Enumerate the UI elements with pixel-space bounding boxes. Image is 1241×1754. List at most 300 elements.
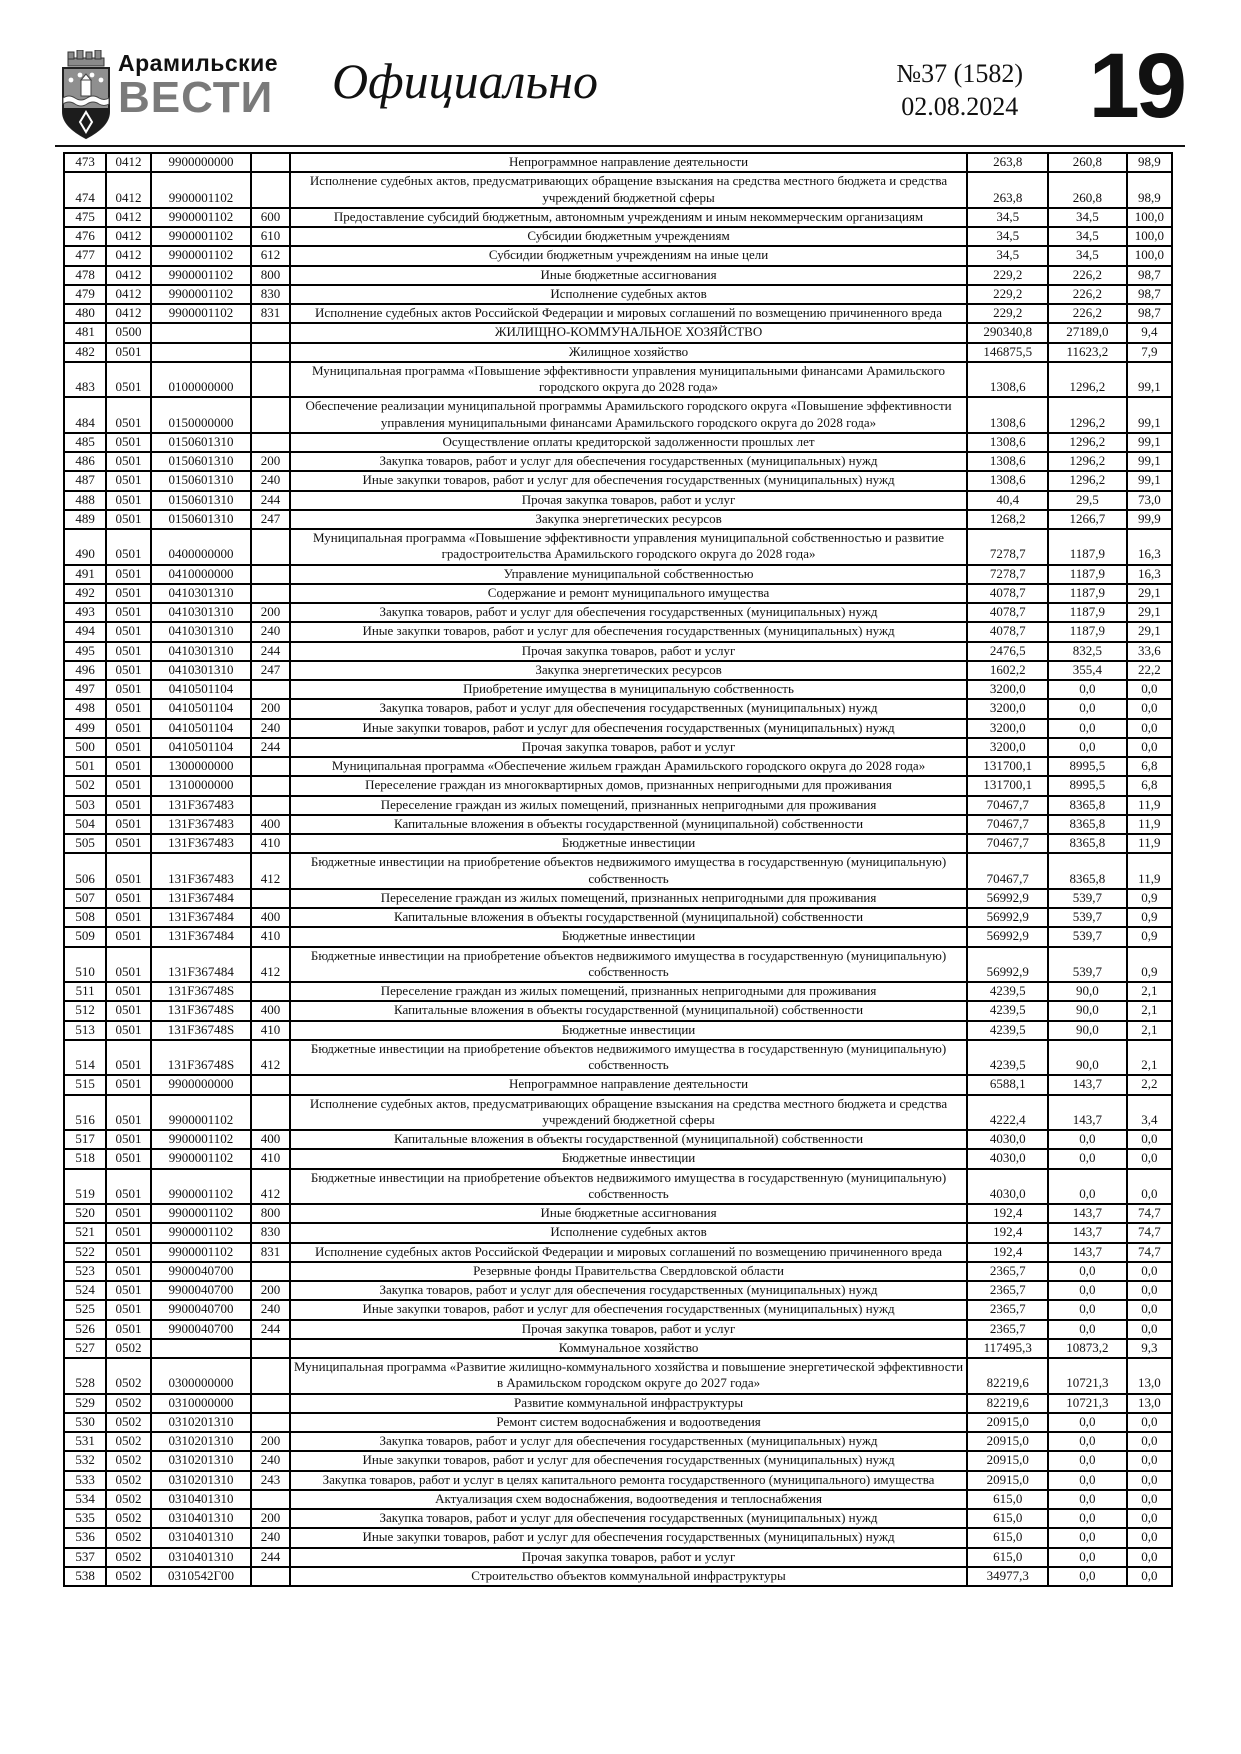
table-cell: 0,0 <box>1127 680 1172 699</box>
newspaper-title-bottom: ВЕСТИ <box>118 73 274 122</box>
table-cell: 1310000000 <box>151 776 252 795</box>
table-cell: 610 <box>251 227 289 246</box>
table-cell: 20915,0 <box>967 1471 1048 1490</box>
table-row <box>64 452 1172 471</box>
table-cell: 400 <box>251 1130 289 1149</box>
table-cell: 0410301310 <box>151 622 252 641</box>
table-cell: 8995,5 <box>1048 757 1127 776</box>
table-cell: 0310401310 <box>151 1528 252 1547</box>
table-cell-description: Иные закупки товаров, работ и услуг для обеспечения государственных (муниципальных) нужд <box>290 1451 968 1470</box>
table-row <box>64 1281 1172 1300</box>
table-cell: 240 <box>251 719 289 738</box>
table-cell: 143,7 <box>1048 1243 1127 1262</box>
table-cell: 410 <box>251 1021 289 1040</box>
table-cell: 0412 <box>106 285 150 304</box>
table-cell: 9900040700 <box>151 1281 252 1300</box>
table-cell: 4239,5 <box>967 1040 1048 1076</box>
table-cell: 1308,6 <box>967 433 1048 452</box>
table-cell: 1187,9 <box>1048 565 1127 584</box>
table-cell-description: Исполнение судебных актов <box>290 1223 968 1242</box>
table-cell-description: Исполнение судебных актов, предусматривающих обращение взыскания на средства местного бюджета и средства учреждений бюджетной сферы <box>290 172 968 208</box>
table-row <box>64 1490 1172 1509</box>
table-cell: 0501 <box>106 529 150 565</box>
table-cell-description: Бюджетные инвестиции на приобретение объектов недвижимого имущества в государственную (муниципальную) собственность <box>290 947 968 983</box>
table-cell-description: Закупка товаров, работ и услуг для обеспечения государственных (муниципальных) нужд <box>290 699 968 718</box>
table-cell: 0501 <box>106 1223 150 1242</box>
table-cell: 56992,9 <box>967 908 1048 927</box>
table-cell: 9900001102 <box>151 227 252 246</box>
table-cell: 0501 <box>106 452 150 471</box>
table-cell: 0,0 <box>1048 1169 1127 1205</box>
table-cell: 0,9 <box>1127 947 1172 983</box>
table-cell: 74,7 <box>1127 1223 1172 1242</box>
table-cell: 0410301310 <box>151 584 252 603</box>
table-cell-description: Исполнение судебных актов, предусматривающих обращение взыскания на средства местного бюджета и средства учреждений бюджетной сферы <box>290 1095 968 1131</box>
table-cell: 482 <box>64 343 106 362</box>
table-row <box>64 757 1172 776</box>
table-cell: 70467,7 <box>967 796 1048 815</box>
table-cell: 240 <box>251 1451 289 1470</box>
table-row <box>64 796 1172 815</box>
table-cell: 4239,5 <box>967 1021 1048 1040</box>
table-cell: 200 <box>251 1432 289 1451</box>
table-cell: 355,4 <box>1048 661 1127 680</box>
table-cell-description: Исполнение судебных актов <box>290 285 968 304</box>
table-cell: 0501 <box>106 853 150 889</box>
table-cell: 0310401310 <box>151 1490 252 1509</box>
table-cell: 0412 <box>106 208 150 227</box>
table-cell: 2476,5 <box>967 642 1048 661</box>
table-cell: 143,7 <box>1048 1204 1127 1223</box>
table-cell: 0501 <box>106 1001 150 1020</box>
table-cell: 11,9 <box>1127 853 1172 889</box>
table-cell: 0501 <box>106 1262 150 1281</box>
table-cell <box>251 776 289 795</box>
table-row <box>64 1169 1172 1205</box>
table-cell: 0,0 <box>1127 1432 1172 1451</box>
table-cell: 0150601310 <box>151 491 252 510</box>
table-cell: 0501 <box>106 927 150 946</box>
table-cell: 0,0 <box>1127 1300 1172 1319</box>
table-cell: 493 <box>64 603 106 622</box>
table-cell-description: Муниципальная программа «Повышение эффективности управления муниципальной собственностью и развитие градостроительства Арамильского городского округа до 2028 года» <box>290 529 968 565</box>
table-cell: 0,0 <box>1048 719 1127 738</box>
table-cell: 244 <box>251 491 289 510</box>
table-cell: 263,8 <box>967 172 1048 208</box>
table-cell: 3200,0 <box>967 699 1048 718</box>
table-cell: 0501 <box>106 565 150 584</box>
table-cell: 143,7 <box>1048 1095 1127 1131</box>
table-cell: 530 <box>64 1413 106 1432</box>
table-cell: 0,0 <box>1048 1300 1127 1319</box>
table-cell <box>251 529 289 565</box>
table-row <box>64 529 1172 565</box>
table-cell: 500 <box>64 738 106 757</box>
table-cell: 531 <box>64 1432 106 1451</box>
table-cell-description: Закупка энергетических ресурсов <box>290 510 968 529</box>
table-cell: 8365,8 <box>1048 853 1127 889</box>
table-cell-description: Иные закупки товаров, работ и услуг для обеспечения государственных (муниципальных) нужд <box>290 1300 968 1319</box>
table-cell-description: Коммунальное хозяйство <box>290 1339 968 1358</box>
table-cell-description: Закупка товаров, работ и услуг в целях капитального ремонта государственного (муниципального) имущества <box>290 1471 968 1490</box>
table-cell: 16,3 <box>1127 529 1172 565</box>
table-cell: 0501 <box>106 471 150 490</box>
table-cell: 82219,6 <box>967 1394 1048 1413</box>
table-cell: 800 <box>251 266 289 285</box>
table-cell <box>251 584 289 603</box>
table-cell: 0400000000 <box>151 529 252 565</box>
table-cell <box>251 1490 289 1509</box>
table-cell: 0,0 <box>1048 1490 1127 1509</box>
table-cell: 528 <box>64 1358 106 1394</box>
table-cell-description: Закупка товаров, работ и услуг для обеспечения государственных (муниципальных) нужд <box>290 1509 968 1528</box>
table-row <box>64 1130 1172 1149</box>
table-cell: 131F367483 <box>151 796 252 815</box>
table-cell: 0150601310 <box>151 510 252 529</box>
table-cell: 830 <box>251 1223 289 1242</box>
table-cell: 0502 <box>106 1471 150 1490</box>
table-cell: 0501 <box>106 1243 150 1262</box>
issue-info <box>896 58 1023 123</box>
table-cell: 9900001102 <box>151 1243 252 1262</box>
table-cell-description: Прочая закупка товаров, работ и услуг <box>290 1548 968 1567</box>
table-cell: 4030,0 <box>967 1169 1048 1205</box>
table-cell: 2365,7 <box>967 1281 1048 1300</box>
table-cell: 131F36748S <box>151 1040 252 1076</box>
issue-number: №37 (1582) <box>896 59 1023 88</box>
table-cell: 0,0 <box>1048 680 1127 699</box>
table-cell <box>251 680 289 699</box>
table-cell: 0150000000 <box>151 397 252 433</box>
table-cell: 0502 <box>106 1528 150 1547</box>
table-row <box>64 304 1172 323</box>
table-cell: 143,7 <box>1048 1075 1127 1094</box>
table-row <box>64 1021 1172 1040</box>
table-cell: 229,2 <box>967 304 1048 323</box>
table-cell-description: Актуализация схем водоснабжения, водоотведения и теплоснабжения <box>290 1490 968 1509</box>
table-cell: 507 <box>64 889 106 908</box>
table-cell: 522 <box>64 1243 106 1262</box>
table-cell: 9,4 <box>1127 323 1172 342</box>
table-cell-description: Бюджетные инвестиции <box>290 927 968 946</box>
table-cell: 0501 <box>106 757 150 776</box>
table-cell: 1308,6 <box>967 452 1048 471</box>
table-cell: 243 <box>251 1471 289 1490</box>
table-cell: 519 <box>64 1169 106 1205</box>
table-cell: 2,1 <box>1127 1021 1172 1040</box>
table-cell <box>251 1262 289 1281</box>
table-cell: 70467,7 <box>967 815 1048 834</box>
table-cell: 518 <box>64 1149 106 1168</box>
table-cell: 520 <box>64 1204 106 1223</box>
table-cell-description: ЖИЛИЩНО-КОММУНАЛЬНОЕ ХОЗЯЙСТВО <box>290 323 968 342</box>
table-cell: 3200,0 <box>967 680 1048 699</box>
table-cell: 40,4 <box>967 491 1048 510</box>
table-cell: 0,0 <box>1048 738 1127 757</box>
table-cell: 539,7 <box>1048 889 1127 908</box>
table-cell: 0501 <box>106 796 150 815</box>
table-cell <box>251 1394 289 1413</box>
table-cell: 523 <box>64 1262 106 1281</box>
table-cell: 0410501104 <box>151 719 252 738</box>
table-cell: 501 <box>64 757 106 776</box>
budget-table-body <box>64 153 1172 1586</box>
table-cell-description: Капитальные вложения в объекты государственной (муниципальной) собственности <box>290 815 968 834</box>
table-cell-description: Переселение граждан из жилых помещений, признанных непригодными для проживания <box>290 796 968 815</box>
table-cell: 247 <box>251 661 289 680</box>
table-cell: 100,0 <box>1127 246 1172 265</box>
table-cell-description: Бюджетные инвестиции на приобретение объектов недвижимого имущества в государственную (муниципальную) собственность <box>290 1040 968 1076</box>
table-cell: 99,1 <box>1127 397 1172 433</box>
table-cell: 485 <box>64 433 106 452</box>
table-cell: 475 <box>64 208 106 227</box>
table-cell: 0,0 <box>1127 1567 1172 1586</box>
table-cell: 536 <box>64 1528 106 1547</box>
table-cell: 0500 <box>106 323 150 342</box>
table-row <box>64 285 1172 304</box>
table-cell: 9,3 <box>1127 1339 1172 1358</box>
table-cell: 10721,3 <box>1048 1394 1127 1413</box>
table-cell: 240 <box>251 1528 289 1547</box>
table-cell: 20915,0 <box>967 1451 1048 1470</box>
table-cell: 491 <box>64 565 106 584</box>
newspaper-title-top: Арамильские <box>118 50 279 76</box>
table-cell: 0,0 <box>1127 1262 1172 1281</box>
table-cell: 489 <box>64 510 106 529</box>
table-row <box>64 699 1172 718</box>
table-cell: 9900001102 <box>151 304 252 323</box>
table-cell: 615,0 <box>967 1509 1048 1528</box>
table-cell: 1296,2 <box>1048 452 1127 471</box>
table-cell <box>251 796 289 815</box>
table-cell: 0501 <box>106 908 150 927</box>
newspaper-logo <box>60 46 279 141</box>
table-cell: 529 <box>64 1394 106 1413</box>
table-cell: 131700,1 <box>967 776 1048 795</box>
table-cell: 0412 <box>106 172 150 208</box>
table-cell: 0501 <box>106 680 150 699</box>
table-row <box>64 246 1172 265</box>
table-row <box>64 1040 1172 1076</box>
table-cell: 539,7 <box>1048 947 1127 983</box>
table-cell: 99,9 <box>1127 510 1172 529</box>
table-cell <box>251 889 289 908</box>
table-cell: 6,8 <box>1127 757 1172 776</box>
table-cell: 511 <box>64 982 106 1001</box>
table-cell: 1296,2 <box>1048 397 1127 433</box>
table-cell: 244 <box>251 1548 289 1567</box>
table-row <box>64 853 1172 889</box>
table-cell: 410 <box>251 834 289 853</box>
table-cell: 0,0 <box>1048 699 1127 718</box>
table-row <box>64 1095 1172 1131</box>
page-header <box>0 0 1241 148</box>
table-cell: 34,5 <box>1048 208 1127 227</box>
table-cell: 131F367483 <box>151 834 252 853</box>
table-cell: 0,9 <box>1127 908 1172 927</box>
table-cell: 0,0 <box>1048 1548 1127 1567</box>
table-cell: 0501 <box>106 815 150 834</box>
table-cell <box>251 153 289 172</box>
table-row <box>64 1509 1172 1528</box>
table-cell: 0501 <box>106 889 150 908</box>
table-cell: 0412 <box>106 246 150 265</box>
table-cell: 100,0 <box>1127 227 1172 246</box>
table-cell: 0310201310 <box>151 1451 252 1470</box>
table-cell: 0,0 <box>1127 719 1172 738</box>
table-row <box>64 227 1172 246</box>
table-cell: 4078,7 <box>967 603 1048 622</box>
table-cell: 0310542Г00 <box>151 1567 252 1586</box>
table-cell: 0310201310 <box>151 1413 252 1432</box>
table-row <box>64 362 1172 398</box>
table-cell: 496 <box>64 661 106 680</box>
table-cell: 244 <box>251 1320 289 1339</box>
table-cell <box>251 172 289 208</box>
table-cell <box>251 1075 289 1094</box>
table-cell: 473 <box>64 153 106 172</box>
table-cell-description: Бюджетные инвестиции на приобретение объектов недвижимого имущества в государственную (муниципальную) собственность <box>290 853 968 889</box>
table-cell: 9900040700 <box>151 1320 252 1339</box>
table-cell: 0501 <box>106 1169 150 1205</box>
table-row <box>64 1320 1172 1339</box>
table-row <box>64 565 1172 584</box>
table-cell: 90,0 <box>1048 1040 1127 1076</box>
table-cell: 2,1 <box>1127 982 1172 1001</box>
table-cell: 480 <box>64 304 106 323</box>
table-cell: 0150601310 <box>151 452 252 471</box>
table-cell: 537 <box>64 1548 106 1567</box>
table-cell: 9900001102 <box>151 1095 252 1131</box>
table-cell <box>251 343 289 362</box>
table-cell: 0,0 <box>1127 1548 1172 1567</box>
table-cell: 56992,9 <box>967 947 1048 983</box>
table-cell: 263,8 <box>967 153 1048 172</box>
table-cell: 400 <box>251 815 289 834</box>
table-cell: 0,0 <box>1048 1471 1127 1490</box>
table-row <box>64 1451 1172 1470</box>
table-cell: 490 <box>64 529 106 565</box>
table-cell: 0,9 <box>1127 889 1172 908</box>
table-cell: 143,7 <box>1048 1223 1127 1242</box>
table-cell: 34,5 <box>1048 246 1127 265</box>
table-row <box>64 1471 1172 1490</box>
table-row <box>64 908 1172 927</box>
table-row <box>64 1075 1172 1094</box>
table-cell: 487 <box>64 471 106 490</box>
newspaper-title <box>118 50 279 122</box>
table-cell: 504 <box>64 815 106 834</box>
table-cell: 0501 <box>106 719 150 738</box>
table-cell: 20915,0 <box>967 1413 1048 1432</box>
table-cell: 412 <box>251 853 289 889</box>
table-cell: 534 <box>64 1490 106 1509</box>
table-cell: 33,6 <box>1127 642 1172 661</box>
table-cell-description: Субсидии бюджетным учреждениям на иные цели <box>290 246 968 265</box>
table-cell: 98,9 <box>1127 172 1172 208</box>
table-cell: 0410501104 <box>151 699 252 718</box>
table-cell: 0501 <box>106 699 150 718</box>
table-cell: 0501 <box>106 1095 150 1131</box>
table-cell: 532 <box>64 1451 106 1470</box>
table-cell: 0502 <box>106 1490 150 1509</box>
table-cell: 0501 <box>106 1040 150 1076</box>
table-cell: 13,0 <box>1127 1358 1172 1394</box>
table-cell-description: Иные закупки товаров, работ и услуг для обеспечения государственных (муниципальных) нужд <box>290 1528 968 1547</box>
table-cell: 535 <box>64 1509 106 1528</box>
table-cell: 509 <box>64 927 106 946</box>
table-cell: 1308,6 <box>967 397 1048 433</box>
table-cell: 290340,8 <box>967 323 1048 342</box>
table-cell: 412 <box>251 1169 289 1205</box>
table-cell: 2,2 <box>1127 1075 1172 1094</box>
table-cell-description: Иные бюджетные ассигнования <box>290 266 968 285</box>
table-cell: 34,5 <box>967 208 1048 227</box>
table-cell: 505 <box>64 834 106 853</box>
table-row <box>64 584 1172 603</box>
table-cell: 0501 <box>106 1075 150 1094</box>
table-cell: 9900001102 <box>151 1169 252 1205</box>
table-row <box>64 1204 1172 1223</box>
table-cell: 4078,7 <box>967 584 1048 603</box>
table-cell-description: Ремонт систем водоснабжения и водоотведения <box>290 1413 968 1432</box>
table-cell-description: Бюджетные инвестиции на приобретение объектов недвижимого имущества в государственную (муниципальную) собственность <box>290 1169 968 1205</box>
table-cell <box>251 982 289 1001</box>
table-cell: 410 <box>251 1149 289 1168</box>
table-cell: 0,9 <box>1127 927 1172 946</box>
table-cell-description: Субсидии бюджетным учреждениям <box>290 227 968 246</box>
table-cell: 524 <box>64 1281 106 1300</box>
table-cell: 240 <box>251 1300 289 1319</box>
table-cell: 600 <box>251 208 289 227</box>
table-row <box>64 642 1172 661</box>
table-cell: 9900001102 <box>151 1130 252 1149</box>
table-row <box>64 1358 1172 1394</box>
table-cell: 0310201310 <box>151 1432 252 1451</box>
table-cell: 0502 <box>106 1339 150 1358</box>
table-cell: 0,0 <box>1048 1528 1127 1547</box>
table-cell: 2365,7 <box>967 1262 1048 1281</box>
table-cell: 131F36748S <box>151 1001 252 1020</box>
table-cell-description: Переселение граждан из жилых помещений, признанных непригодными для проживания <box>290 889 968 908</box>
table-cell-description: Переселение граждан из многоквартирных домов, признанных непригодными для проживания <box>290 776 968 795</box>
table-cell: 0501 <box>106 433 150 452</box>
table-cell-description: Строительство объектов коммунальной инфраструктуры <box>290 1567 968 1586</box>
table-cell: 34,5 <box>1048 227 1127 246</box>
table-cell <box>251 565 289 584</box>
table-cell: 0501 <box>106 362 150 398</box>
table-cell: 90,0 <box>1048 1021 1127 1040</box>
table-cell <box>251 1413 289 1432</box>
table-cell: 508 <box>64 908 106 927</box>
table-cell: 0501 <box>106 603 150 622</box>
table-cell: 0412 <box>106 227 150 246</box>
table-cell: 99,1 <box>1127 471 1172 490</box>
table-cell: 0501 <box>106 1130 150 1149</box>
table-cell-description: Муниципальная программа «Развитие жилищно-коммунального хозяйства и повышение энергетической эффективности в Арамильском городском округе до 2027 года» <box>290 1358 968 1394</box>
table-cell: 0,0 <box>1127 1509 1172 1528</box>
table-cell: 200 <box>251 452 289 471</box>
table-cell: 0501 <box>106 642 150 661</box>
table-cell: 1308,6 <box>967 362 1048 398</box>
table-cell: 6,8 <box>1127 776 1172 795</box>
table-cell: 90,0 <box>1048 982 1127 1001</box>
table-cell: 0502 <box>106 1567 150 1586</box>
table-cell: 506 <box>64 853 106 889</box>
table-cell: 11,9 <box>1127 815 1172 834</box>
table-cell: 99,1 <box>1127 433 1172 452</box>
table-cell: 503 <box>64 796 106 815</box>
